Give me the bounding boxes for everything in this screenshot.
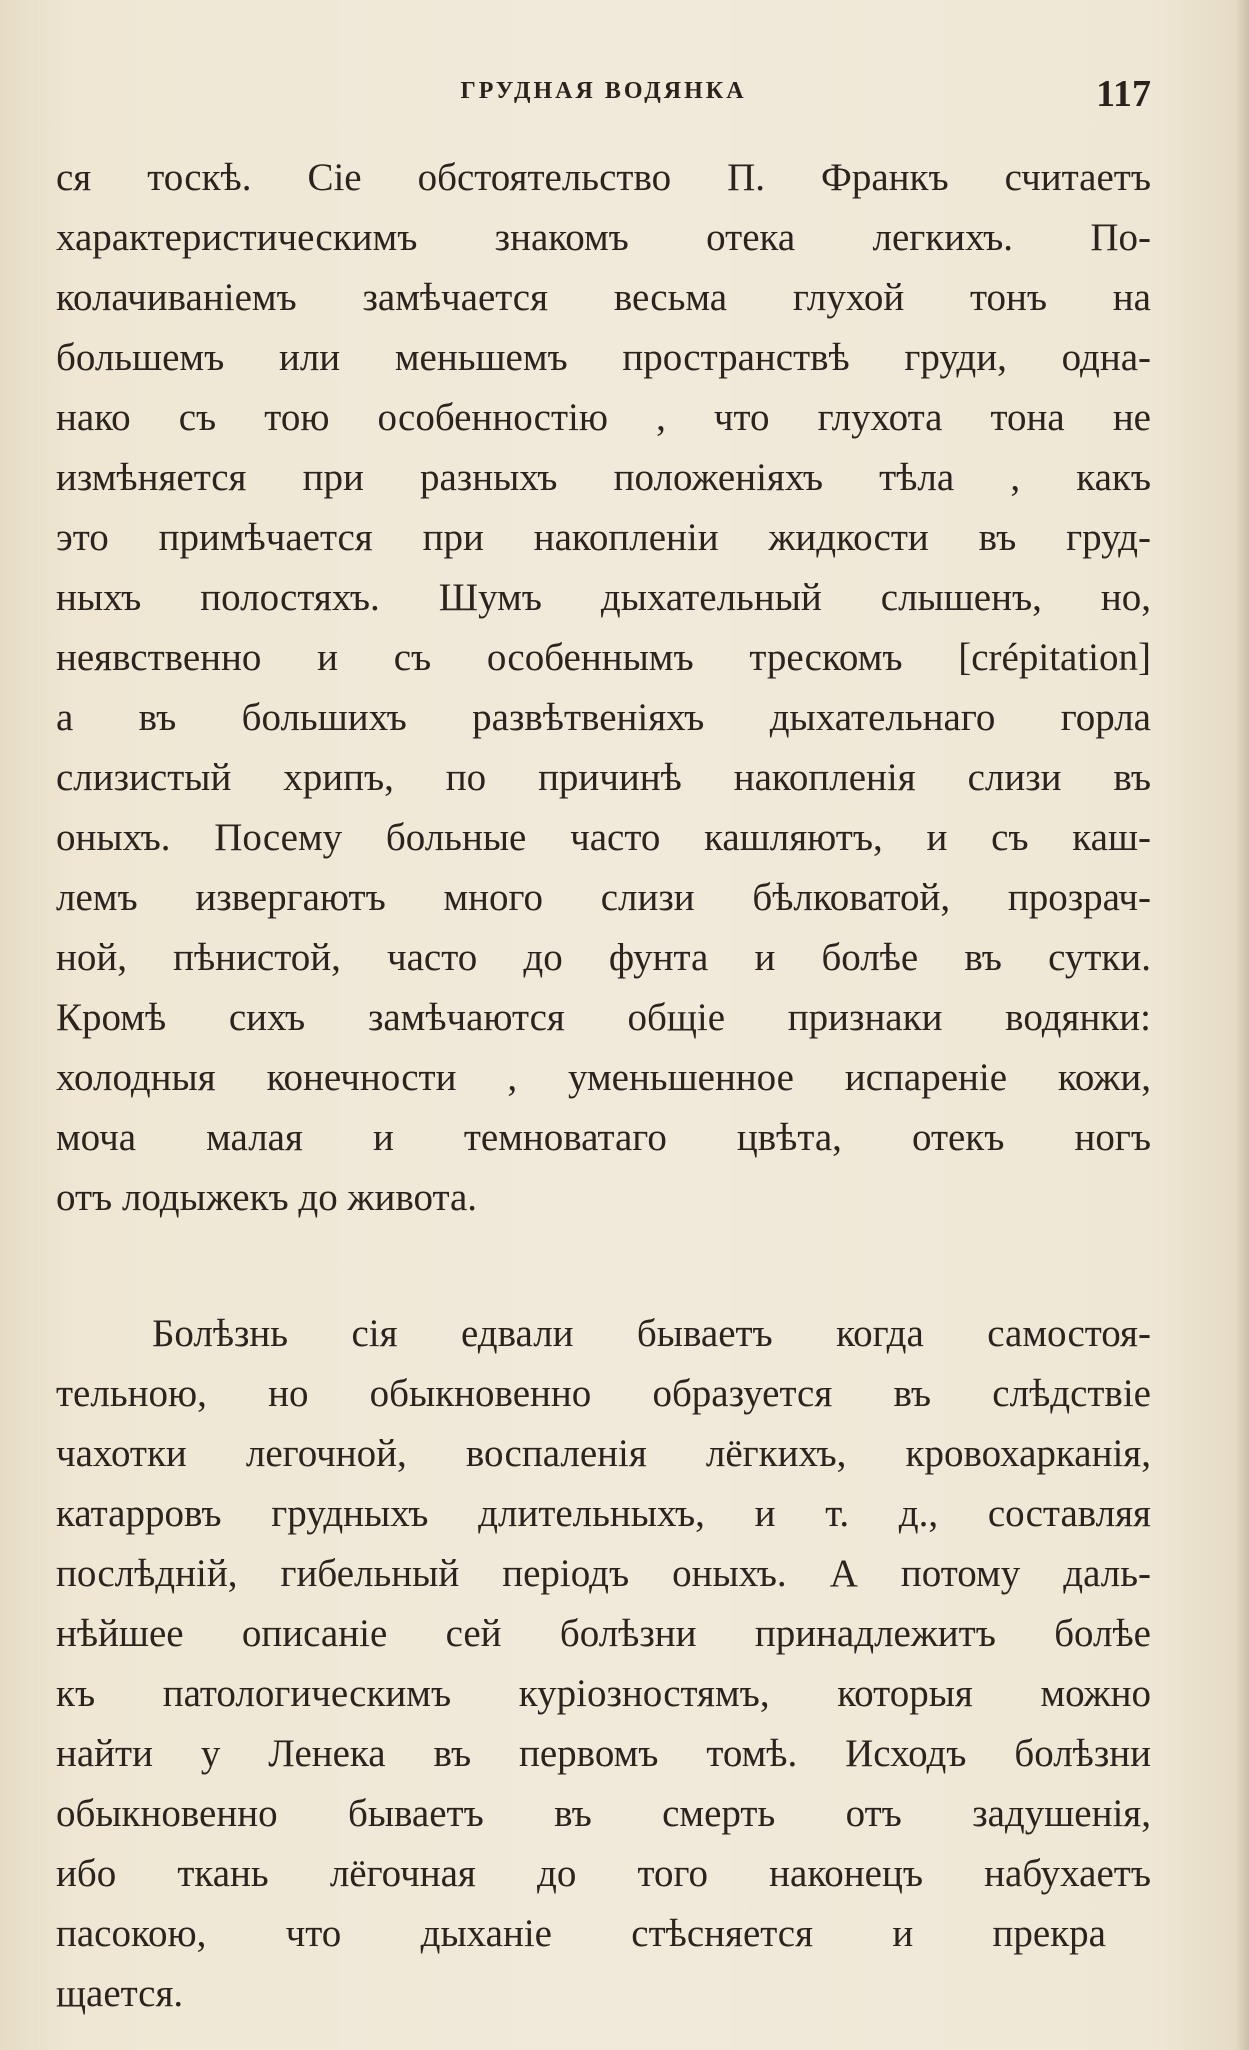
text-line: ной, пѣнистой, часто до фунта и болѣе въ сутки. [56, 936, 1151, 979]
text-line: измѣняется при разныхъ положенiяхъ тѣла , какъ [56, 456, 1151, 499]
text-line: лемъ извергаютъ много слизи бѣлковатой, прозрач- [56, 876, 1151, 919]
page-edge-shadow [1235, 0, 1249, 2050]
text-line: это примѣчается при накопленiи жидкости въ груд- [56, 516, 1151, 559]
text-line: ныхъ полостяхъ. Шумъ дыхательный слышенъ, но, [56, 576, 1151, 619]
page-header [56, 73, 1151, 122]
text-line: обыкновенно бываетъ въ смерть отъ задушенiя, [56, 1792, 1151, 1835]
text-line: нако съ тою особенностiю , что глухота тона не [56, 396, 1151, 439]
text-line: холодныя конечности , уменьшенное испаренiе кожи, [56, 1056, 1151, 1099]
paragraph-1 [56, 148, 1151, 1228]
text-line: къ патологическимъ курiозностямъ, которыя можно [56, 1672, 1151, 1715]
text-line: пасокою, что дыханiе стѣсняется и прекра [56, 1912, 1106, 1955]
running-title: ГРУДНАЯ ВОДЯНКА [460, 78, 747, 104]
text-line: большемъ или меньшемъ пространствѣ груди, одна- [56, 336, 1151, 379]
text-line: щается. [56, 1972, 184, 2015]
text-line: тельною, но обыкновенно образуется въ слѣдствiе [56, 1372, 1151, 1415]
paragraph-gap [56, 1228, 1151, 1304]
text-line: ибо ткань лёгочная до того наконецъ набухаетъ [56, 1852, 1151, 1895]
text-line: чахотки легочной, воспаленiя лёгкихъ, кровохарканiя, [56, 1432, 1151, 1475]
text-line: Болѣзнь сiя едвали бываетъ когда самостоя- [152, 1312, 1151, 1355]
paragraph-2 [56, 1304, 1151, 2024]
text-line: характеристическимъ знакомъ отека легкихъ. По- [56, 216, 1151, 259]
text-line: отъ лодыжекъ до живота. [56, 1176, 478, 1219]
text-line: катарровъ грудныхъ длительныхъ, и т. д., составляя [56, 1492, 1151, 1535]
page-number: 117 [1096, 73, 1151, 115]
text-line: а въ большихъ развѣтвенiяхъ дыхательнаго горла [56, 696, 1151, 739]
text-line: слизистый хрипъ, по причинѣ накопленiя слизи въ [56, 756, 1151, 799]
text-line: найти у Ленека въ первомъ томѣ. Исходъ болѣзни [56, 1732, 1151, 1775]
text-line: нѣйшее описанiе сей болѣзни принадлежитъ болѣе [56, 1612, 1151, 1655]
text-line: оныхъ. Посему больные часто кашляютъ, и съ каш- [56, 816, 1151, 859]
text-line: моча малая и темноватаго цвѣта, отекъ ногъ [56, 1116, 1151, 1159]
text-line: колачиванiемъ замѣчается весьма глухой тонъ на [56, 276, 1151, 319]
text-line: послѣднiй, гибельный перiодъ оныхъ. А потому даль- [56, 1552, 1151, 1595]
text-line: Кромѣ сихъ замѣчаются общiе признаки водянки: [56, 996, 1151, 1039]
text-line: неявственно и съ особеннымъ трескомъ [crépitation] [56, 636, 1151, 679]
text-line: ся тоскѣ. Сiе обстоятельство П. Франкъ считаетъ [56, 156, 1151, 199]
body-text [56, 148, 1151, 2024]
